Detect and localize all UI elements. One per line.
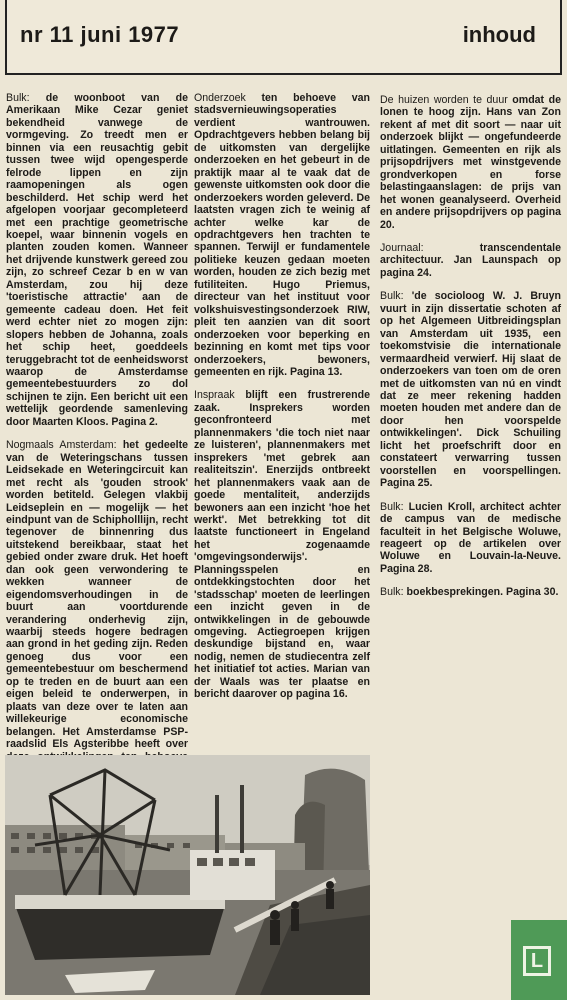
article-label: Bulk: <box>6 92 30 104</box>
article-text: Lucien Kroll, architect achter de campus van de medische faculteit in het Belgische Woluwe, reageert op de artikelen over Woluwe en Louvain-la-Neuve. Pagina 28. <box>380 500 561 575</box>
logo-mark: L <box>523 946 551 976</box>
article-label: Bulk: <box>380 290 404 303</box>
publisher-logo <box>511 920 567 1000</box>
issue-title: nr 11 juni 1977 <box>20 22 180 47</box>
article-bulk-kroll <box>380 501 561 576</box>
houseboat-illustration <box>5 755 370 995</box>
article-text: het gedeelte van de Weteringschans tussen Leidsekade en Weteringcircuit kan met recht als 'gouden strook' worden betiteld. Gelegen vlakbij Leidseplein en — mogelijk — het eindpunt van de Schipholllijn, recht tegenover de binnenring dus uitstekend bereikbaar, staat het gebied onder zware druk. Het hoeft dan ook geen verwondering te wekken wanneer de eigendomsverhoudingen in de buurt aan voortdurende verandering onderhevig zijn, waarbij steeds hogere bedragen aan grond in het geding zijn. Reden genoeg dus voor een gemeentebestuur om beschermend op te treden en de buurt aan een eigen beleid te onderwerpen, in plaats van deze over te laten aan willekeurige economische belangen. Het Amsterdamse PSP-raadslid Els Agsteribbe heeft over <box>6 439 188 751</box>
article-text: blijft een frustrerende zaak. Insprekers worden geconfronteerd met plannenmakers 'die toch niet naar ze luisteren', plannenmakers met insprekers 'met gebrek aan realiteitszin'. Enerzijds ontbreekt het plannenmakers vaak aan de goede mentaliteit, anderzijds bewoners aan een inzicht 'hoe het werkt'. Met betrekking tot dit laatste functioneert in Engeland het zogenaamde 'omgevingsonderwijs'. Planningsspelen en ontdekkingstochten door het 'stadsschap' moeten de leerlingen een inzicht geven in de ontwikkelingen in de gebouwde omgeving. Actiegroepen krijgen deskundige bijstand en, waar nodig, nemen de studiecentra zelf het initiatief tot acties. Marian van der Waals was ter plaatse en bericht daarover op pagina 16. <box>194 389 370 701</box>
article-label: Bulk: <box>380 586 404 599</box>
text-column-3 <box>380 94 561 610</box>
article-text: ten behoeve van stadsvernieuwingsoperaties verdient wantrouwen. Opdrachtgevers hebben belang bij de uitkomsten van dergelijke onderzoeken en het gebeurt in de praktijk maar al te vaak dat de gewenste uitkomsten ook door die onderzoekers worden geleverd. De laatsten vragen zich te weinig af achter welke kar de opdrachtgevers hen trachten te spannen. Terwijl er fundamentele politieke keuzen gedaan moeten worden, houden ze zich bezig met futiliteiten. Hugo Priemus, directeur van het instituut voor volkshuisvestingsonderzoek RIW, pleit ten aanzien van dit soort onderzoeken voor beperking en bezinning en komt met tips voor onderzoekers, bewoners, gemeenten en rijk. Pagina 13. <box>194 92 370 378</box>
masthead-box <box>5 0 562 75</box>
article-text: de woonboot van de Amerikaan Mike Cezar geniet bekendheid vanwege de vormgeving. Zo treedt men er binnen via een reusachtig gebit tussen twee wijd opengesperde felrode lippen en zijn raamopeningen als ogen beschilderd. Het schip werd het afgelopen voorjaar gecompleteerd met een prachtige geometrische koepel, waar binnenin vogels en planten zouden komen. Wanneer het drijvende kunstwerk gereed zou zijn, zo schreef Cezar b en w van Amsterdam, zou hij deze 'toeristische attractie' aan de gemeente cadeau doen. Het feit werd echter niet zo mogen zijn: slopers hebben de Johanna, zoals het schip heet, goeddeels teruggebracht tot de eenheidsworst waarop de Amsterdamse gemeentebestuurders zo dol schijnen te zijn. Een bericht uit een wettelijk geordende samenleving door Maarten Kloos. Pagina 2. <box>6 92 188 428</box>
article-label: Journaal: <box>380 241 424 254</box>
article-text: omdat de lonen te hoog zijn. Hans van Zon rekent af met dit soort — naar uit onderzoek blijkt — ongefundeerde uitlatingen. Gemeenten en rijk als prijsopdrijvers met winstgevende grondverkopen en forse belastingaanslagen: de prijs van het wonen geanalyseerd. Overheid en andere prijsopdrijvers op pagina 20. <box>380 94 561 231</box>
article-label: Bulk: <box>380 500 404 513</box>
text-column-2 <box>194 92 370 712</box>
article-label: De huizen worden te duur <box>380 94 508 106</box>
article-bulk-boeken <box>380 586 561 598</box>
article-huizen-duur <box>380 94 561 231</box>
article-label: Onderzoek <box>194 92 246 104</box>
article-text: boekbesprekingen. Pagina 30. <box>406 586 559 599</box>
article-text: 'de socioloog W. J. Bruyn vuurt in zijn dissertatie schoten af op het Algemeen Uitbreidingsplan van Amsterdam uit 1935, een toekomstvisie die internationale vermaardheid verwierf. Hij slaat de onderzoekers van toen om de oren met de uitkomsten van nú en vindt dat ze meer rekening hadden moeten houden met andere dan de door hen voorspelde ontwikkelingen'. Dick Schuiling licht het proefschrift door en constateert verwarring tussen voorstellen en voorspellingen. Pagina 25. <box>380 290 561 490</box>
article-journaal <box>380 242 561 279</box>
section-title: inhoud <box>462 22 536 47</box>
article-inspraak <box>194 389 370 700</box>
article-bulk-woonboot <box>6 92 188 428</box>
article-label: Nogmaals Amsterdam: <box>6 439 117 452</box>
houseboat-photo <box>5 755 370 995</box>
article-text: transcendentale architectuur. Jan Launspach op pagina 24. <box>380 241 561 279</box>
article-bulk-bruyn <box>380 290 561 489</box>
article-label: Inspraak <box>194 389 235 402</box>
article-onderzoek <box>194 92 370 378</box>
